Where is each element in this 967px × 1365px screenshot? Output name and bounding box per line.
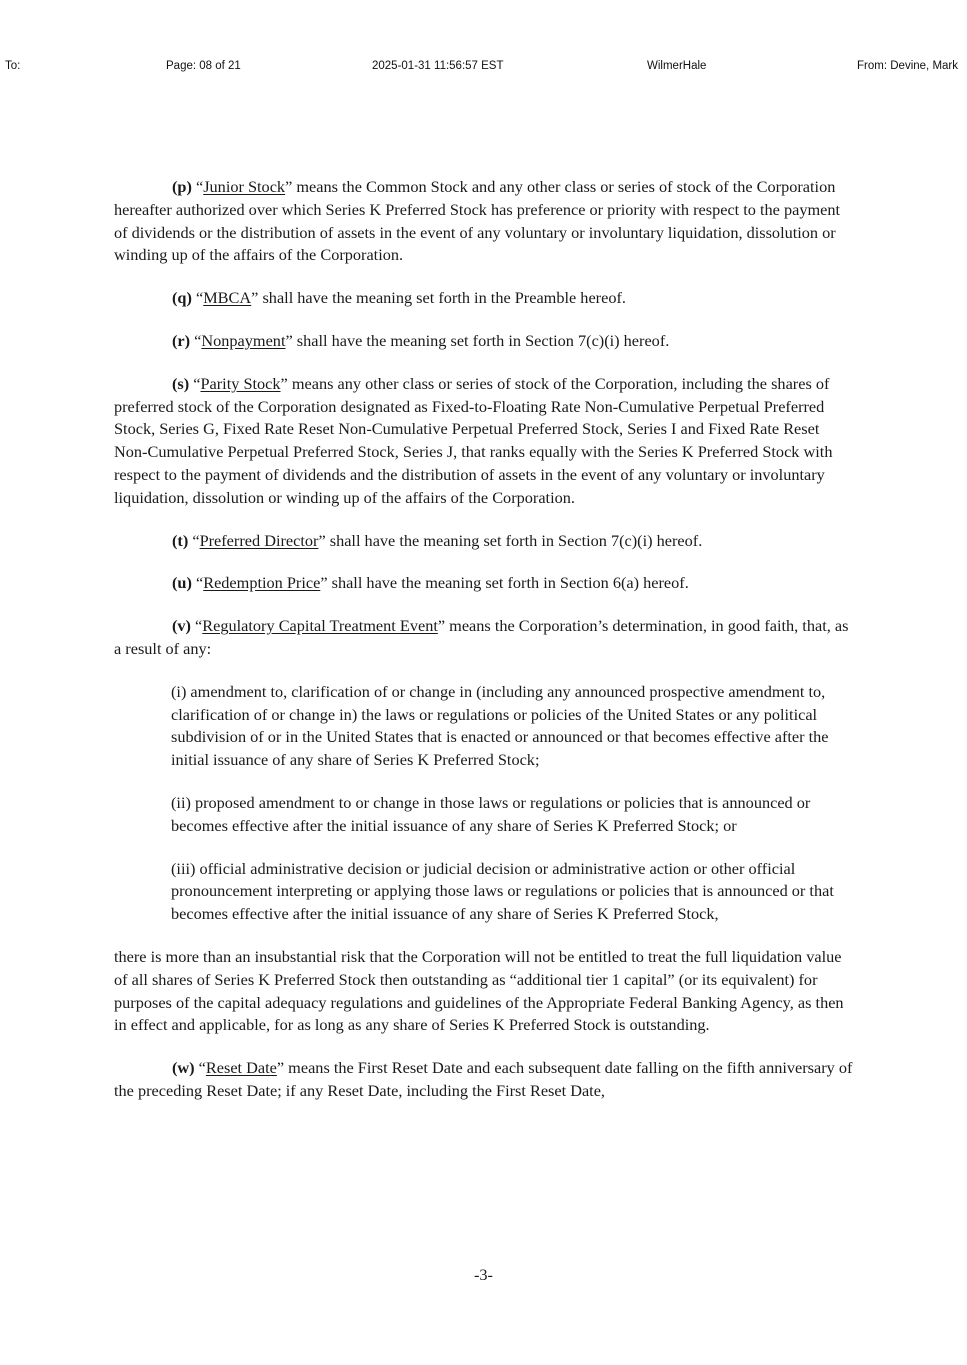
fax-header xyxy=(0,60,967,76)
definition-v: (v) “Regulatory Capital Treatment Event” means the Corporation’s determination, in good faith, that, as a result of any: xyxy=(114,616,849,658)
subclause-ii: (ii) proposed amendment to or change in those laws or regulations or policies that is announced or becomes effective after the initial issuance of any share of Series K Preferred Stock; or xyxy=(171,792,811,835)
definition-text: ” shall have the meaning set forth in Section 6(a) hereof. xyxy=(320,573,689,593)
definition-t: (t) “Preferred Director” shall have the meaning set forth in Section 7(c)(i) hereof. xyxy=(172,530,703,550)
defined-term: Reset Date xyxy=(205,1058,277,1078)
definition-p: (p) “Junior Stock” means the Common Stock and any other class or series of stock of the Corporation hereafter authorized over which Series K Preferred Stock has preference or priority with respect to the payment of dividends or the distribution of assets in the event of any voluntary or involuntary liquidation, dissolution or winding up of the affairs of the Corporation. xyxy=(114,177,841,265)
definition-label: (u) xyxy=(172,573,192,593)
defined-term: Junior Stock xyxy=(203,177,286,196)
definition-text: ” means any other class or series of stock of the Corporation, including the shares of preferred stock of the Corporation designated as Fixed-to-Floating Rate Non-Cumulative Perpetual Preferred Stock, Series G, Fixed Rate Reset Non-Cumulative Perpetual Preferred Stock, Series I and Fixed Rate Reset Non-Cumulative Perpetual Preferred Stock, Series J, that ranks equally with the Series K Preferred Stock with respect to the payment of dividends and the distribution of assets in the event of any voluntary or involuntary liquidation, dissolution or winding up of the affairs of the Corporation. xyxy=(114,373,833,507)
subclause-iii: (iii) official administrative decision or judicial decision or administrative action or other official pronouncement interpreting or applying those laws or regulations or policies that is announced or that becomes effective after the initial issuance of any share of Series K Preferred Stock, xyxy=(171,858,834,924)
definition-label: (p) xyxy=(172,177,192,196)
fax-page-count: Page: 08 of 21 xyxy=(166,60,241,72)
fax-timestamp: 2025-01-31 11:56:57 EST xyxy=(372,60,504,72)
definition-text: ” shall have the meaning set forth in the Preamble hereof. xyxy=(251,288,626,308)
definition-text: ” shall have the meaning set forth in Section 7(c)(i) hereof. xyxy=(318,530,703,550)
definition-label: (w) xyxy=(172,1058,195,1078)
defined-term: Nonpayment xyxy=(201,330,286,350)
definition-text: ” shall have the meaning set forth in Section 7(c)(i) hereof. xyxy=(285,330,670,350)
definition-label: (v) xyxy=(172,616,191,636)
definition-q: (q) “MBCA” shall have the meaning set forth in the Preamble hereof. xyxy=(172,288,626,308)
definition-label: (q) xyxy=(172,288,192,308)
subclause-i: (i) amendment to, clarification of or change in (including any announced prospective amendment to, clarification of or change in) the laws or regulations or policies of the United States or any political subdivision of or in the United States that is enacted or announced or that becomes effective after the initial issuance of any share of Series K Preferred Stock; xyxy=(171,681,829,770)
definition-text: ” means the First Reset Date and each subsequent date falling on the fifth anniversary of the preceding Reset Date; if any Reset Date, including the First Reset Date, xyxy=(114,1058,853,1100)
definition-r: (r) “Nonpayment” shall have the meaning set forth in Section 7(c)(i) hereof. xyxy=(172,330,670,350)
definition-s: (s) “Parity Stock” means any other class or series of stock of the Corporation, including the shares of preferred stock of the Corporation designated as Fixed-to-Floating Rate Non-Cumulative Perpetual Preferred Stock, Series G, Fixed Rate Reset Non-Cumulative Perpetual Preferred Stock, Series I and Fixed Rate Reset Non-Cumulative Perpetual Preferred Stock, Series J, that ranks equally with the Series K Preferred Stock with respect to the payment of dividends and the distribution of assets in the event of any voluntary or involuntary liquidation, dissolution or winding up of the affairs of the Corporation. xyxy=(114,373,833,507)
fax-from: From: Devine, Mark xyxy=(857,60,958,72)
definition-w: (w) “Reset Date” means the First Reset Date and each subsequent date falling on the fifth anniversary of the preceding Reset Date; if any Reset Date, including the First Reset Date, xyxy=(114,1058,853,1100)
definition-label: (t) xyxy=(172,530,189,550)
definition-text: ” means the Corporation’s determination, in good faith, that, as a result of any: xyxy=(114,616,849,658)
defined-term: Redemption Price xyxy=(203,573,321,593)
page-number: -3- xyxy=(474,1265,493,1284)
fax-to: To: xyxy=(5,60,21,72)
document-body xyxy=(114,176,855,1123)
definition-label: (s) xyxy=(172,373,190,393)
defined-term: Preferred Director xyxy=(199,530,319,550)
definition-label: (r) xyxy=(172,330,191,350)
fax-firm: WilmerHale xyxy=(647,60,707,72)
defined-term: MBCA xyxy=(203,288,252,308)
definition-u: (u) “Redemption Price” shall have the meaning set forth in Section 6(a) hereof. xyxy=(172,573,689,593)
defined-term: Parity Stock xyxy=(200,373,281,393)
continuation-paragraph: there is more than an insubstantial risk that the Corporation will not be entitled to treat the full liquidation value of all shares of Series K Preferred Stock then outstanding as “additional tier 1 capital” (or its equivalent) for purposes of the capital adequacy regulations and guidelines of the Appropriate Federal Banking Agency, as then in effect and applicable, for as long as any share of Series K Preferred Stock is outstanding. xyxy=(114,946,844,1035)
defined-term: Regulatory Capital Treatment Event xyxy=(202,616,438,636)
definition-text: ” means the Common Stock and any other class or series of stock of the Corporation hereafter authorized over which Series K Preferred Stock has preference or priority with respect to the payment of dividends or the distribution of assets in the event of any voluntary or involuntary liquidation, dissolution or winding up of the affairs of the Corporation. xyxy=(114,177,841,265)
